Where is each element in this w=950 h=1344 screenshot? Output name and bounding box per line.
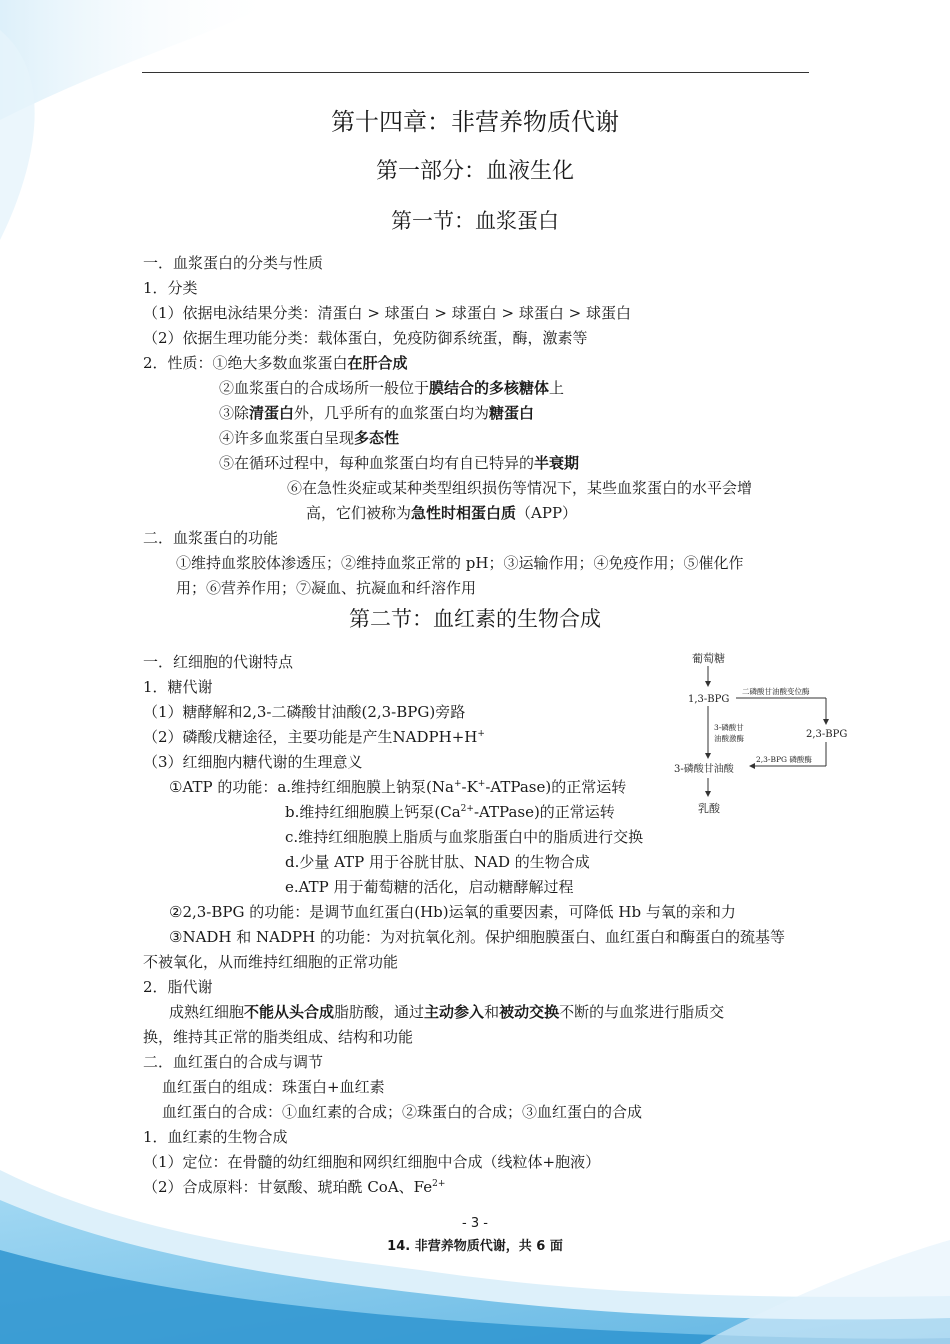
- text-line: （1）糖酵解和2,3-二磷酸甘油酸(2,3-BPG)旁路: [143, 703, 466, 721]
- text-line: （3）红细胞内糖代谢的生理意义: [143, 753, 363, 771]
- text-line: ②2,3-BPG 的功能：是调节血红蛋白(Hb)运氧的重要因素，可降低 Hb 与氧的亲和力: [169, 903, 736, 921]
- text-line: ③NADH 和 NADPH 的功能：为对抗氧化剂。保护细胞膜蛋白、血红蛋白和酶蛋白的巯基等: [169, 928, 785, 946]
- text-line: （2）依据生理功能分类：载体蛋白，免疫防御系统蛋，酶，激素等: [143, 329, 588, 347]
- text-span: （2）合成原料：甘氨酸、琥珀酰 CoA、Fe: [143, 1178, 433, 1196]
- bold-term: 糖蛋白: [489, 404, 535, 422]
- text-line: 一．红细胞的代谢特点: [143, 653, 294, 671]
- chapter-title: 第十四章：非营养物质代谢: [331, 108, 619, 136]
- text-line: [169, 777, 626, 797]
- text-line: 用；⑥营养作用；⑦凝血、抗凝血和纤溶作用: [176, 579, 477, 597]
- text-span: 脂肪酸，通过: [334, 1003, 425, 1021]
- text-span: -ATPase)的正常运转: [473, 803, 615, 821]
- superscript: 2+: [432, 1179, 446, 1189]
- text-line: 血红蛋白的合成：①血红素的合成；②珠蛋白的合成；③血红蛋白的合成: [162, 1103, 643, 1121]
- bold-term: 主动参入: [424, 1003, 485, 1021]
- bold-term: 被动交换: [499, 1003, 560, 1021]
- text-line: 1．糖代谢: [143, 678, 213, 696]
- text-line: [285, 802, 615, 822]
- text-span: -K: [461, 778, 478, 796]
- text-line: 二．血红蛋白的合成与调节: [143, 1053, 324, 1071]
- part-title: 第一部分：血液生化: [375, 159, 574, 184]
- superscript: +: [453, 779, 462, 789]
- text-line: 1．血红素的生物合成: [143, 1128, 288, 1146]
- superscript: +: [477, 729, 485, 739]
- text-span: 高，它们被称为: [306, 504, 412, 522]
- text-line: [169, 1002, 724, 1022]
- text-line: [143, 727, 485, 747]
- text-line: [219, 428, 399, 448]
- diagram-label-lactate: 乳酸: [698, 802, 720, 815]
- text-span: ③除: [219, 404, 250, 422]
- text-line: c.维持红细胞膜上脂质与血浆脂蛋白中的脂质进行交换: [285, 828, 644, 846]
- superscript: +: [477, 779, 486, 789]
- text-line: ①维持血浆胶体渗透压；②维持血浆正常的 pH；③运输作用；④免疫作用；⑤催化作: [176, 554, 744, 572]
- text-span: 外，几乎所有的血浆蛋白均为: [294, 404, 490, 422]
- text-line: （1）依据电泳结果分类：清蛋白 > 球蛋白 > 球蛋白 > 球蛋白 > 球蛋白: [143, 304, 631, 322]
- text-line: 2．脂代谢: [143, 978, 213, 996]
- text-line: [143, 353, 408, 373]
- text-span: 2．性质：①绝大多数血浆蛋白: [143, 354, 348, 372]
- section-title-2: 第二节：血红素的生物合成: [349, 607, 601, 631]
- text-line: 血红蛋白的组成：珠蛋白+血红素: [162, 1078, 385, 1096]
- header-rule: [142, 72, 809, 73]
- text-span: ④许多血浆蛋白呈现: [219, 429, 355, 447]
- text-line: （1）定位：在骨髓的幼红细胞和网织红细胞中合成（线粒体+胞液）: [143, 1153, 601, 1171]
- diagram-label-phosphatase: 2,3-BPG 磷酸酶: [756, 755, 812, 764]
- text-line: 二．血浆蛋白的功能: [143, 529, 279, 547]
- text-span: ①ATP 的功能：a.维持红细胞膜上钠泵(Na: [169, 778, 454, 796]
- text-line: [219, 453, 579, 473]
- text-span: 上: [549, 379, 565, 397]
- text-line: [219, 403, 534, 423]
- text-line: e.ATP 用于葡萄糖的活化，启动糖酵解过程: [285, 878, 574, 896]
- text-line: [219, 378, 564, 398]
- diagram-label-23bpg: 2,3-BPG: [806, 729, 848, 740]
- text-line: 1．分类: [143, 279, 198, 297]
- bold-term: 不能从头合成: [244, 1003, 335, 1021]
- footer-caption: 14. 非营养物质代谢，共 6 面: [387, 1239, 563, 1254]
- bpg-shunt-diagram: [670, 648, 855, 823]
- bold-term: 清蛋白: [249, 404, 295, 422]
- bold-term: 半衰期: [534, 454, 580, 472]
- text-span: 成熟红细胞: [169, 1003, 245, 1021]
- diagram-label-13bpg: 1,3-BPG: [688, 694, 730, 705]
- bold-term: 在肝合成: [347, 354, 408, 372]
- text-line: ⑥在急性炎症或某种类型组织损伤等情况下，某些血浆蛋白的水平会增: [287, 479, 753, 497]
- text-line: 不被氧化，从而维持红细胞的正常功能: [143, 953, 399, 971]
- text-span: （APP）: [516, 504, 578, 522]
- text-line: 一．血浆蛋白的分类与性质: [143, 254, 324, 272]
- text-span: b.维持红细胞膜上钙泵(Ca: [285, 803, 461, 821]
- diagram-label-kinase-2: 油酸激酶: [714, 734, 744, 743]
- text-span: 和: [484, 1003, 500, 1021]
- text-span: ②血浆蛋白的合成场所一般位于: [219, 379, 430, 397]
- superscript: 2+: [460, 804, 474, 814]
- text-line: 换，维持其正常的脂类组成、结构和功能: [143, 1028, 414, 1046]
- diagram-label-mutase: 二磷酸甘油酸变位酶: [742, 687, 810, 696]
- diagram-label-glucose: 葡萄糖: [692, 652, 725, 665]
- diagram-label-kinase-1: 3-磷酸甘: [714, 723, 744, 732]
- bold-term: 多态性: [354, 429, 400, 447]
- bold-term: 急性时相蛋白质: [411, 504, 517, 522]
- text-span: -ATPase)的正常运转: [485, 778, 627, 796]
- text-line: d.少量 ATP 用于谷胱甘肽、NAD 的生物合成: [285, 853, 590, 871]
- bold-term: 膜结合的多核糖体: [429, 379, 550, 397]
- text-span: 不断的与血浆进行脂质交: [559, 1003, 725, 1021]
- text-span: ⑤在循环过程中，每种血浆蛋白均有自已特异的: [219, 454, 535, 472]
- text-span: （2）磷酸戊糖途径，主要功能是产生NADPH+H: [143, 728, 478, 746]
- section-title-1: 第一节：血浆蛋白: [391, 209, 559, 233]
- text-line: [306, 503, 577, 523]
- text-line: [143, 1177, 445, 1197]
- page-number: - 3 -: [462, 1216, 488, 1231]
- diagram-label-3pg: 3-磷酸甘油酸: [674, 764, 734, 775]
